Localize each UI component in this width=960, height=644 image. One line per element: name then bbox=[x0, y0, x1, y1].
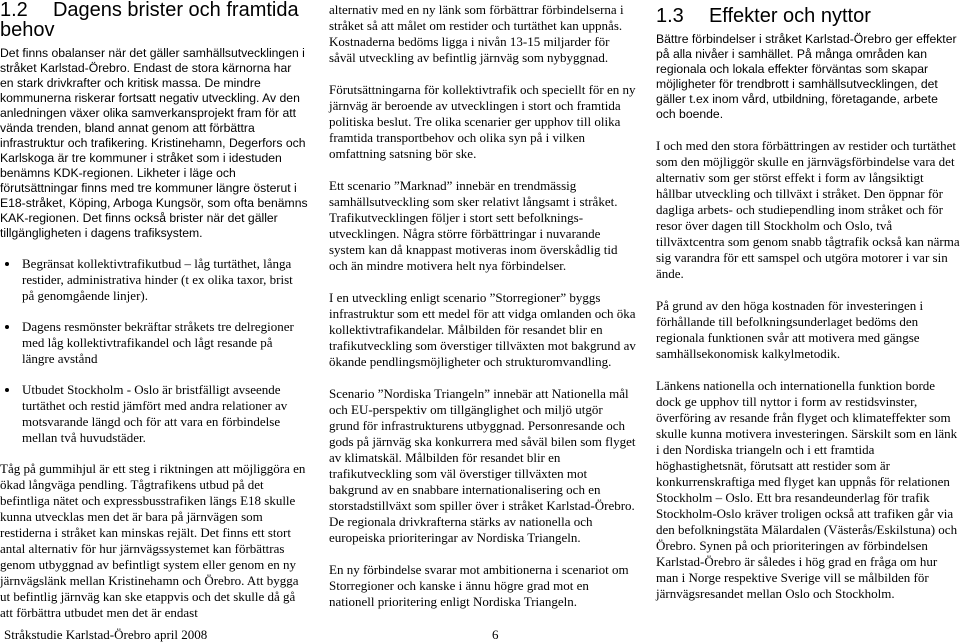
middle-column bbox=[329, 0, 636, 610]
heading-number: 1.3 bbox=[656, 5, 684, 27]
list-item bbox=[0, 256, 308, 304]
paragraph: alternativ med en ny länk som förbättrar förbindelserna i stråket så att målet om restider och turtäthet kan uppnås. Kostnaderna bedöms ligga i nivån 13-15 miljarder för såväl utveckling av befintlig järnväg som nybyggnad. bbox=[329, 2, 624, 65]
paragraph: I en utveckling enligt scenario ”Storregioner” byggs infrastruktur som ett medel för att vidga omlanden och öka kollektivtrafikandelar. Målbilden för resandet blir en trafikutveckling som överstiger tillväxten mot bakgrund av ökande pendlingsmöjligheter och strukturomvandling. bbox=[329, 290, 636, 369]
paragraph: Scenario ”Nordiska Triangeln” innebär att Nationella mål och EU-perspektiv om tillgänglighet och miljö utgör grund för infrastrukturens utbyggnad. Personresande och gods på järnväg ska konkurrera med såväl bilen som flyget av klimatskäl. Målbilden för resandet blir en trafikutveckling som väl överstiger tillväxten mot bakgrund av en snabbare internationalisering och en storstadstillväxt som spiller över i stråket Karlstad-Örebro. De regionala drivkrafterna stärks av nationella och europeiska prioriteringar av Nordiska Triangeln. bbox=[329, 386, 636, 545]
bullet-text: Dagens resmönster bekräftar stråkets tre delregioner med låg kollektivtrafikandel och lågt resande på längre avstånd bbox=[22, 319, 294, 366]
heading-text: Dagens brister och framtida behov bbox=[0, 0, 299, 41]
left-column bbox=[0, 0, 308, 621]
footer-title: Stråkstudie Karlstad-Örebro april 2008 bbox=[4, 627, 208, 642]
page-number: 6 bbox=[492, 627, 499, 642]
bullet-icon bbox=[5, 262, 9, 266]
paragraph: En ny förbindelse svarar mot ambitionerna i scenariot om Storregioner och kanske i ännu högre grad mot en nationell prioritering enligt Nordiska Triangeln. bbox=[329, 562, 629, 609]
paragraph: På grund av den höga kostnaden för investeringen i förhållande till befolkningsunderlaget bedöms den regionala funktionen svår att motivera med gängse samhällsekonomisk kalkylmetodik. bbox=[656, 298, 924, 361]
paragraph: I och med den stora förbättringen av restider och turtäthet som den möjliggör skulle en järnvägsförbindelse vara det alternativ som ger störst effekt i form av långsiktigt hållbar utveckling och tillväxt i stråket. Den öppnar för dagliga arbets- och studiependling inom stråket och för resor över dagen till Stockholm och Oslo, två tillväxtcentra som genom snabb tågtrafik också kan närma sig varandra för ett samspel och utgöra motorer i var sin ände. bbox=[656, 138, 960, 281]
paragraph: Länkens nationella och internationella funktion borde dock ge upphov till nyttor i form av restidsvinster, överföring av resande från flyget och klimateffekter som skulle kunna motivera investeringen. Särskilt som en länk i den Nordiska triangeln och i ett framtida höghastighetsnät, förutsatt att restider som är konkurrenskraftiga med flyget kan uppnås för relationen Stockholm – Oslo. Ett bra resandeunderlag för trafik Stockholm-Oslo kräver troligen också att trafiken går via den befolkningstäta Mälardalen (Västerås/Eskilstuna) och Örebro. Synen på och prioriteringen av förbindelsen Karlstad-Örebro är således i hög grad en fråga om hur man i Norge respektive Sverige vill se målbilden för järnvägsresandet mellan Oslo och Stockholm. bbox=[656, 378, 958, 601]
paragraph: Förutsättningarna för kollektivtrafik och speciellt för en ny järnväg är beroende av utvecklingen i stort och framtida politiska beslut. Tre olika scenarier ger upphov till olika framtida transportbehov och olika syn på i vilken omfattning satsning bör ske. bbox=[329, 82, 636, 161]
bullet-icon bbox=[5, 325, 9, 329]
bullet-list bbox=[0, 256, 308, 446]
bullet-text: Utbudet Stockholm - Oslo är bristfälligt avseende turtäthet och restid jämfört med andra relationer av motsvarande längd och för att vara en förbindelse mellan två huvudstäder. bbox=[22, 382, 288, 445]
heading-text: Effekter och nyttor bbox=[708, 5, 871, 27]
right-column bbox=[656, 0, 960, 602]
section-heading-1-2 bbox=[0, 0, 308, 40]
intro-paragraph: Det finns obalanser när det gäller samhällsutvecklingen i stråket Karlstad-Örebro. Endast de stora kärnorna har en stark drivkrafter och kritisk massa. De mindre kommunerna riskerar fortsatt negativ utveckling. Av den anledningen växer olika samverkansprojekt fram för att vända trenden, bland annat genom att förbättra infrastruktur och trafikering. Kristinehamn, Degerfors och Karlskoga är tre kommuner i stråket som i idestuden benämns KDK-regionen. Likheter i läge och förutsättningar finns med tre kommuner längre österut i E18-stråket, Köping, Arboga Kungsör, som ofta benämns KAK-regionen. Det finns också brister när det gäller tillgängligheten i dagens trafiksystem. bbox=[0, 46, 308, 240]
intro-paragraph: Bättre förbindelser i stråket Karlstad-Örebro ger effekter på alla nivåer i samhället. På många områden kan regionala och lokala effekter förväntas som skapar möjligheter för trendbrott i samhällsutvecklingen, det gäller t.ex inom vård, utbildning, företagande, arbete och boende. bbox=[656, 32, 957, 121]
bullet-text: Begränsat kollektivtrafikutbud – låg turtäthet, långa restider, administrativa hinder (t ex olika taxor, brist på genomgående linjer). bbox=[22, 256, 293, 303]
paragraph: Ett scenario ”Marknad” innebär en trendmässig samhällsutveckling som sker relativt långsamt i stråket. Trafikutvecklingen följer i stort sett befolkningsutvecklingen. Några större förbättringar i nuvarande system kan då knappast motiveras inom överskådlig tid och än mindre motivera helt nya förbindelser. bbox=[329, 178, 618, 273]
bullet-icon bbox=[5, 388, 9, 392]
closing-paragraph: Tåg på gummihjul är ett steg i riktningen att möjliggöra en ökad långväga pendling. Tågtrafikens utbud på det befintliga nätet och expressbusstrafiken längs E18 skulle kunna utvecklas men det är bara på järnvägen som restiderna i stråket kan minskas rejält. Det finns ett stort antal alternativ för hur järnvägssystemet kan förbättras genom utbyggnad av befintligt system eller genom en ny järnvägslänk mellan Kristinehamn och Örebro. Att bygga ut befintlig järnväg kan ske etappvis och det skulle då gå att förbättra utbudet men det är endast bbox=[0, 461, 306, 620]
heading-number: 1.2 bbox=[0, 0, 28, 21]
list-item bbox=[0, 319, 308, 367]
list-item bbox=[0, 382, 308, 446]
section-heading-1-3 bbox=[656, 0, 960, 26]
